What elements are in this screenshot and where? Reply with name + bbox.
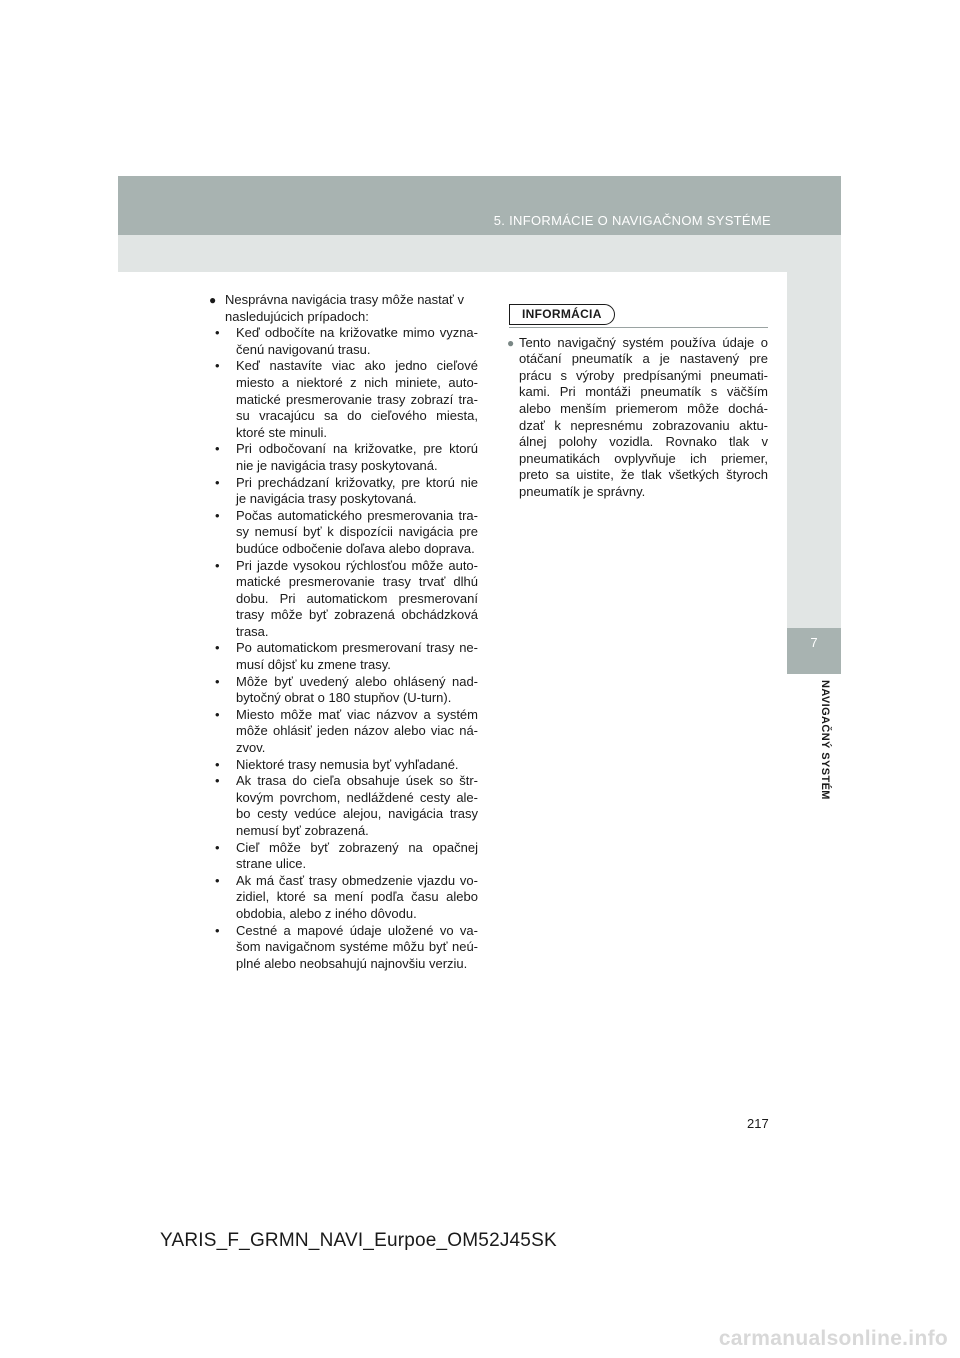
list-item-text: Keď odbočíte na križovatke mimo vyzna- čenú navigovanú trasu.: [236, 325, 478, 357]
dot-icon: •: [215, 640, 220, 656]
list-item-text: Cestné a mapové údaje uložené vo va- šom navigačnom systéme môžu byť neú- plné alebo neobsahujú najnovšiu verziu.: [236, 922, 478, 971]
chapter-label: NAVIGAČNÝ SYSTÉM: [819, 680, 831, 800]
watermark-logo: carmanualsonline.info: [718, 1327, 948, 1350]
dot-icon: •: [215, 557, 220, 573]
info-box: [509, 304, 768, 501]
side-strip: [787, 272, 841, 628]
list-item: [214, 558, 478, 641]
list-item: [214, 923, 478, 973]
list-item-text: Pri odbočovaní na križovatke, pre ktorú nie je navigácia trasy poskytovaná.: [236, 441, 478, 473]
dot-icon: •: [215, 507, 220, 523]
list-item-text: Keď nastavíte viac ako jedno cieľové miesto a niektoré z nich miniete, auto- matické presmerovanie trasy zobrazí tra- su vracajúcu sa do cieľového miesta, ktoré ste minuli.: [236, 358, 478, 440]
list-item-text: Počas automatického presmerovania tra- sy nemusí byť k dispozícii navigácia pre budúce odbočenie doľava alebo doprava.: [236, 507, 478, 556]
list-item: [214, 840, 478, 873]
list-item: [214, 358, 478, 441]
section-title: 5. INFORMÁCIE O NAVIGAČNOM SYSTÉME: [493, 213, 771, 228]
page-number: 217: [747, 1116, 769, 1131]
list-item-text: Po automatickom presmerovaní trasy ne- musí dôjsť ku zmene trasy.: [236, 640, 478, 673]
list-item: [214, 873, 478, 923]
issue-list: [210, 325, 478, 972]
info-bullet-icon: ●: [507, 335, 515, 350]
header-band: [118, 176, 841, 235]
list-item: [214, 640, 478, 673]
list-item-text: Pri jazde vysokou rýchlosťou môže auto- matické presmerovanie trasy trvať dlhú dobu. Pri automatickom presmerovaní trasy môže byť zobrazená obchádzková trasa.: [236, 557, 478, 639]
list-item: [214, 325, 478, 358]
info-paragraph: [509, 335, 768, 501]
info-text: Tento navigačný systém používa údaje o otáčaní pneumatík a je nastavený pre prácu s výroby predpísanými pneumati- kami. Pri montáži pneumatík s väčším alebo menším priemerom môže dochá- dzať k nepresnému zobrazovaniu aktu- álnej polohy vozidla. Rovnako tlak v pneumatikách ovplyvňuje ich priemer, preto sa uistite, že tlak všetkých štyroch pneumatík je správny.: [519, 334, 768, 499]
dot-icon: •: [215, 922, 220, 938]
list-item-text: Pri prechádzaní križovatky, pre ktorú nie je navigácia trasy poskytovaná.: [236, 474, 478, 507]
dot-icon: •: [215, 872, 220, 888]
info-divider: [509, 327, 768, 328]
dot-icon: •: [215, 474, 220, 490]
list-item: [214, 757, 478, 774]
dot-icon: •: [215, 706, 220, 722]
dot-icon: •: [215, 839, 220, 855]
chapter-number: 7: [810, 635, 818, 650]
dot-icon: •: [215, 358, 220, 374]
dot-icon: •: [215, 756, 220, 772]
list-item-text: Cieľ môže byť zobrazený na opačnej strane ulice.: [236, 839, 478, 872]
bullet-icon: ●: [209, 293, 217, 307]
dot-icon: •: [215, 773, 220, 789]
list-item-text: Ak má časť trasy obmedzenie vjazdu vo- zidiel, ktoré sa mení podľa času alebo obdobia, alebo z iného dôvodu.: [236, 872, 478, 921]
dot-icon: •: [215, 441, 220, 457]
main-content: [210, 292, 478, 972]
footer-code: YARIS_F_GRMN_NAVI_Eurpoe_OM52J45SK: [160, 1230, 557, 1251]
dot-icon: •: [215, 673, 220, 689]
list-item-text: Niektoré trasy nemusia byť vyhľadané.: [236, 756, 459, 772]
list-item: [214, 508, 478, 558]
list-item-text: Ak trasa do cieľa obsahuje úsek so štr- kovým povrchom, nedláždené cesty ale- bo cesty vedúce alejou, navigácia trasy nemusí byť zobrazená.: [236, 773, 478, 838]
list-item: [214, 441, 478, 474]
lead-paragraph: [210, 292, 478, 325]
list-item: [214, 773, 478, 839]
list-item: [214, 707, 478, 757]
header-sub-band: [118, 235, 841, 272]
chapter-tab: [787, 628, 841, 674]
list-item: [214, 674, 478, 707]
dot-icon: •: [215, 325, 220, 341]
lead-text: Nesprávna navigácia trasy môže nastať v nasledujúcich prípadoch:: [225, 292, 464, 324]
info-badge: INFORMÁCIA: [509, 304, 615, 325]
list-item-text: Miesto môže mať viac názvov a systém môže ohlásiť jeden názov alebo viac ná- zvov.: [236, 706, 478, 756]
list-item: [214, 475, 478, 508]
list-item-text: Môže byť uvedený alebo ohlásený nad- bytočný obrat o 180 stupňov (U-turn).: [236, 673, 478, 706]
